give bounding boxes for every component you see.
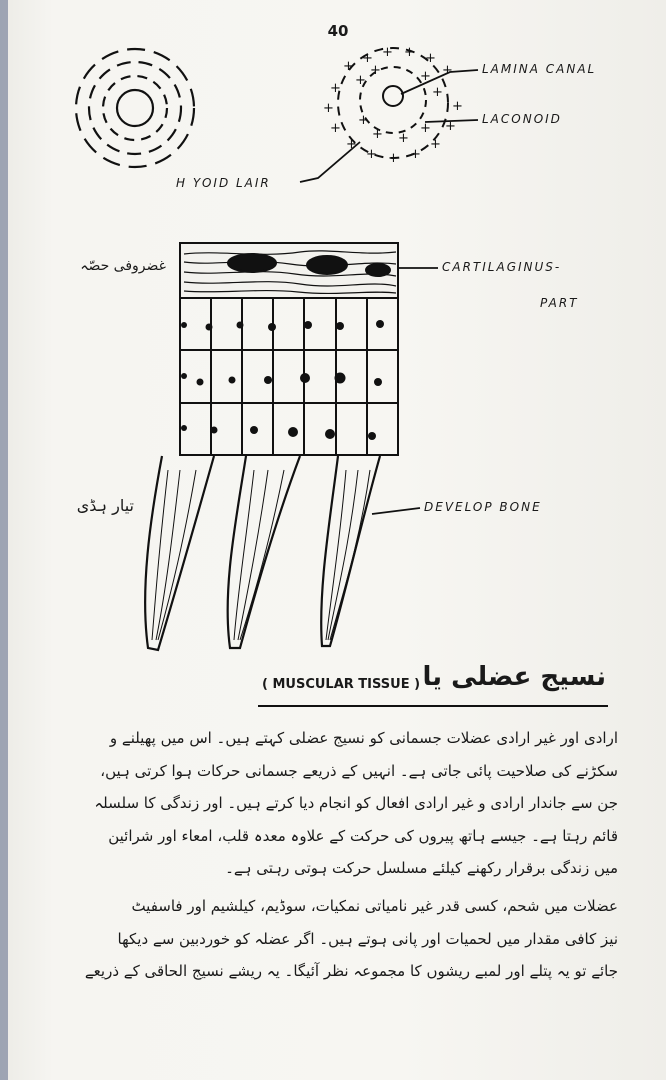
paragraph-1 [68, 722, 618, 885]
label-cartilaginus-part-line2: PART [540, 296, 579, 310]
section-heading-english: ( MUSCULAR TISSUE ) [262, 677, 421, 692]
paragraph-1-line: جن سے جاندار ارادی و غیر ارادی افعال کو انجام دیا کرتے ہیں۔ اور زندگی کا سلسلہ [94, 794, 618, 812]
label-lamina-canal: LAMINA CANAL [482, 62, 597, 76]
svg-text:+: + [430, 137, 441, 152]
svg-text:+: + [366, 147, 377, 162]
paragraph-2 [68, 890, 618, 988]
label-urdu-ready-bone: تیار ہڈی [76, 496, 134, 515]
svg-text:+: + [445, 119, 456, 134]
label-develop-bone: DEVELOP BONE [424, 500, 542, 514]
svg-text:+: + [410, 147, 421, 162]
svg-text:+: + [432, 85, 443, 100]
paragraph-2-line: عضلات میں شحم، کسی قدر غیر نامیاتی نمکیات، سوڈیم، کیلشیم اور فاسفیٹ [131, 897, 618, 915]
section-heading-urdu: نسیج عضلی یا [422, 662, 606, 692]
svg-text:+: + [362, 51, 373, 66]
paragraph-1-line: قائم رہتا ہے۔ جیسے ہاتھ پیروں کی حرکت کے علاوہ معدہ قلب، امعاء اور شرائین [108, 826, 618, 845]
cartilaginous-part [180, 243, 398, 298]
svg-text:+: + [358, 113, 369, 128]
developed-bone-spikes [145, 456, 380, 650]
svg-text:+: + [346, 137, 357, 152]
paragraph-2-line: جائے تو یہ پتلے اور لمبے ریشوں کا مجموعہ نظر آئیگا۔ یہ ریشے نسیج الحاقی کے ذریعے [84, 962, 618, 980]
label-urdu-cartilage-part: غضروفی حصّہ [80, 258, 166, 274]
svg-text:+: + [420, 69, 431, 84]
svg-text:+: + [452, 99, 463, 114]
svg-text:+: + [388, 151, 399, 166]
svg-text:+: + [343, 59, 354, 74]
svg-text:+: + [330, 121, 341, 136]
svg-text:+: + [420, 121, 431, 136]
svg-text:+: + [425, 51, 436, 66]
svg-text:+: + [372, 127, 383, 142]
svg-text:+: + [355, 73, 366, 88]
svg-text:+: + [442, 63, 453, 78]
paragraph-2-line: نیز کافی مقدار میں لحمیات اور پانی ہوتے ہیں۔ اگر عضلہ کو خوردبین سے دیکھا [117, 929, 618, 948]
page-number: 40 [327, 22, 349, 40]
svg-text:+: + [404, 45, 415, 60]
label-cartilaginus-part-line1: CARTILAGINUS- [442, 260, 562, 274]
svg-text:+: + [330, 81, 341, 96]
svg-text:+: + [323, 101, 334, 116]
svg-text:+: + [398, 131, 409, 146]
paragraph-1-line: ارادی اور غیر ارادی عضلات جسمانی کو نسیج عضلی کہتے ہیں۔ اس میں پھیلنے و [109, 729, 618, 747]
heading-underline [258, 705, 608, 707]
label-hyoid-lair: H YOID LAIR [176, 176, 271, 190]
paragraph-1-line: سکڑنے کی صلاحیت پائی جاتی ہے۔ انہیں کے ذریعے جسمانی حرکات ہوا کرتی ہیں، [100, 761, 618, 780]
svg-text:+: + [382, 45, 393, 60]
paragraph-1-line: میں زندگی برقرار رکھنے کیلئے مسلسل حرکت ہوتی رہتی ہے۔ [225, 859, 618, 877]
haversian-system-sketch-left [76, 49, 194, 167]
svg-text:+: + [370, 63, 381, 78]
label-laconoid: LACONOID [482, 112, 562, 126]
